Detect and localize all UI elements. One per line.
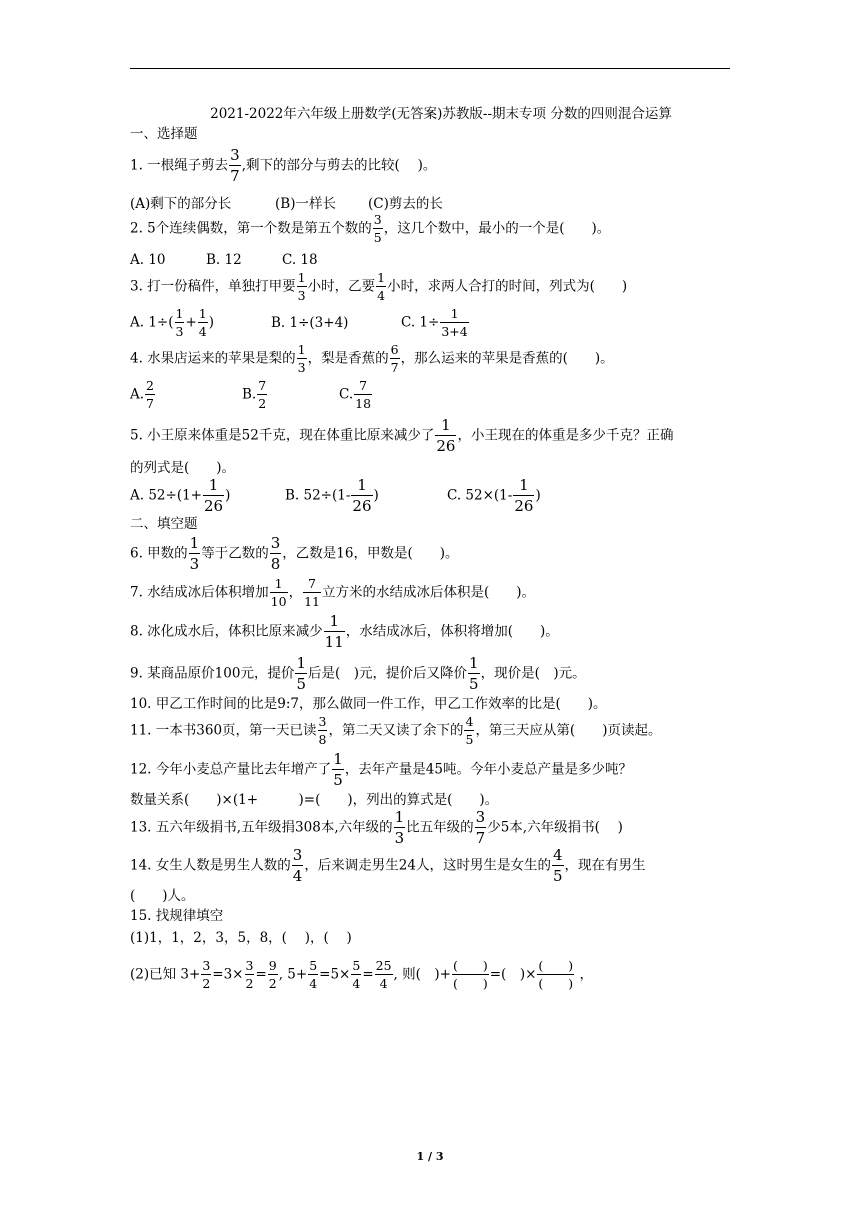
- fraction: $\frac{25}{4}$: [375, 958, 392, 991]
- section-heading-fill: 二、填空题: [130, 516, 198, 532]
- fraction: $\frac{1}{4}$: [198, 306, 207, 339]
- fraction: $\frac{5}{4}$: [309, 958, 318, 991]
- fraction: $\frac{1}{3}$: [297, 270, 306, 303]
- header-rule: [130, 68, 730, 69]
- question-2-options: [130, 252, 730, 268]
- question-5-options: [130, 478, 730, 514]
- fraction: ( ) ( ): [452, 958, 488, 991]
- fraction: $\frac{2}{7}$: [146, 378, 154, 411]
- fraction: $\frac{1}{3}$: [189, 534, 200, 573]
- fraction: $\frac{3}{7}$: [230, 146, 240, 185]
- question-15-part-2: (2)已知 3+ $\frac{3}{2}$ =3× $\frac{3}{2}$ = $\frac{9}{2}$ , 5+ $\frac{5}{4}$ =5× $\frac{5}{4}$ = $\frac{25}{4}$ , 则( )+ ( ) ( ) =( )× ( ) ( ) ，: [130, 958, 593, 991]
- section-heading-choice: 一、选择题: [130, 126, 198, 142]
- question-12: 12. 今年小麦总产量比去年增产了 $\frac{1}{5}$ ，去年产量是45吨。今年小麦总产量是多少吨？: [130, 750, 632, 789]
- fraction: $\frac{4}{5}$: [553, 846, 563, 885]
- question-5-line-2: 的列式是( )。: [130, 460, 236, 476]
- question-9: 9. 某商品原价100元，提价 $\frac{1}{5}$ 后是( )元，提价后又降价 $\frac{1}{5}$ ，现价是( )元。: [130, 654, 586, 693]
- option-b: B. 12: [206, 252, 242, 268]
- fraction: $\frac{7}{18}$: [355, 378, 372, 411]
- question-2: 2. 5个连续偶数，第一个数是第五个数的 $\frac{3}{5}$ ，这几个数中，最小的一个是( )。: [130, 212, 611, 245]
- fraction: $\frac{1}{10}$: [270, 576, 287, 609]
- fraction: $\frac{1}{11}$: [324, 612, 344, 651]
- fraction: $\frac{3}{8}$: [270, 534, 281, 573]
- question-4-options: [130, 380, 730, 410]
- question-13: 13. 五六年级捐书,五年级捐308本,六年级的 $\frac{1}{3}$ 比五年级的 $\frac{3}{7}$ 少5本,六年级捐书( ): [130, 808, 623, 847]
- question-12-line-2: 数量关系( )×(1+ )=( )，列出的算式是( )。: [130, 792, 499, 808]
- question-14: 14. 女生人数是男生人数的 $\frac{3}{4}$ ，后来调走男生24人，这时男生是女生的 $\frac{4}{5}$ ，现在有男生: [130, 846, 646, 885]
- fraction: $\frac{7}{11}$: [304, 576, 320, 609]
- fraction: $\frac{1}{4}$: [377, 270, 386, 303]
- option-a: A. 52÷(1+ $\frac{1}{26}$ ): [130, 476, 231, 515]
- question-3-options: [130, 308, 730, 338]
- fraction: $\frac{9}{2}$: [268, 958, 277, 991]
- option-c: C. $\frac{7}{18}$: [339, 378, 372, 411]
- fraction: $\frac{1}{3}$: [394, 808, 405, 847]
- fraction: $\frac{1}{26}$: [436, 416, 456, 455]
- question-8: 8. 冰化成水后，体积比原来减少 $\frac{1}{11}$ ，水结成冰后，体积将增加( )。: [130, 612, 559, 651]
- fraction: $\frac{3}{8}$: [318, 714, 327, 747]
- page-number: 1 / 3: [416, 1150, 444, 1163]
- question-15-part-1: (1)1，1，2，3，5，8，( )，( ): [130, 930, 352, 946]
- fraction: $\frac{1}{26}$: [352, 476, 372, 515]
- fraction: $\frac{5}{4}$: [352, 958, 361, 991]
- option-b: B. $\frac{7}{2}$: [242, 378, 267, 411]
- option-c: C. 18: [282, 252, 318, 268]
- fraction: $\frac{1}{3}$: [297, 342, 306, 375]
- option-a: A. 1÷( $\frac{1}{3}$ + $\frac{1}{4}$ ): [130, 306, 214, 339]
- fraction: $\frac{4}{5}$: [465, 714, 474, 747]
- option-a: (A)剩下的部分长: [130, 196, 232, 212]
- option-a: A. 10: [130, 252, 166, 268]
- fraction: $\frac{3}{2}$: [245, 958, 254, 991]
- document-title: 2021-2022年六年级上册数学(无答案)苏教版--期末专项 分数的四则混合运算: [210, 106, 672, 122]
- fraction: $\frac{3}{4}$: [292, 846, 303, 885]
- question-1-options: [130, 192, 730, 212]
- fraction: $\frac{1}{5}$: [469, 654, 479, 693]
- question-3: 3. 打一份稿件，单独打甲要 $\frac{1}{3}$ 小时，乙要 $\frac{1}{4}$ 小时，求两人合打的时间，列式为( ): [130, 270, 628, 303]
- fraction: $\frac{3}{2}$: [202, 958, 211, 991]
- question-7: 7. 水结成冰后体积增加 $\frac{1}{10}$ ， $\frac{7}{11}$ 立方米的水结成冰后体积是( )。: [130, 576, 536, 609]
- option-c: C. 52×(1- $\frac{1}{26}$ ): [447, 476, 541, 515]
- option-a: A. $\frac{2}{7}$: [130, 378, 154, 411]
- question-10: 10. 甲乙工作时间的比是9:7，那么做同一件工作，甲乙工作效率的比是( )。: [130, 696, 607, 712]
- question-6: 6. 甲数的 $\frac{1}{3}$ 等于乙数的 $\frac{3}{8}$ ，乙数是16，甲数是( )。: [130, 534, 459, 573]
- fraction: $\frac{1}{3}$: [175, 306, 184, 339]
- fraction: $\frac{1}{26}$: [204, 476, 224, 515]
- fraction: $\frac{3}{7}$: [475, 808, 486, 847]
- option-b: B. 52÷(1- $\frac{1}{26}$ ): [285, 476, 379, 515]
- question-5: 5. 小王原来体重是52千克，现在体重比原来减少了 $\frac{1}{26}$ ，小王现在的体重是多少千克？正确: [130, 416, 674, 455]
- fraction: $\frac{7}{2}$: [258, 378, 267, 411]
- fraction: $\frac{6}{7}$: [390, 342, 399, 375]
- question-1: 1. 一根绳子剪去 $\frac{3}{7}$ ,剩下的部分与剪去的比较( )。: [130, 146, 437, 185]
- fraction: $\frac{1}{3+4}$: [441, 306, 468, 339]
- fraction: ( ) ( ): [538, 958, 574, 991]
- fraction: $\frac{1}{5}$: [333, 750, 343, 789]
- question-4: 4. 水果店运来的苹果是梨的 $\frac{1}{3}$ ，梨是香蕉的 $\frac{6}{7}$ ，那么运来的苹果是香蕉的( )。: [130, 342, 614, 375]
- fraction: $\frac{1}{5}$: [296, 654, 306, 693]
- question-11: 11. 一本书360页，第一天已读 $\frac{3}{8}$ ，第二天又读了余下的 $\frac{4}{5}$ ，第三天应从第( )页读起。: [130, 714, 662, 747]
- document-page: [130, 104, 730, 990]
- option-c: C. 1÷ $\frac{1}{3+4}$: [401, 306, 468, 339]
- option-b: B. 1÷(3+4): [271, 314, 349, 331]
- option-b: (B)一样长: [275, 196, 336, 212]
- question-14-line-2: ( )人。: [130, 888, 195, 904]
- fraction: $\frac{1}{26}$: [514, 476, 534, 515]
- fraction: $\frac{3}{5}$: [373, 212, 382, 245]
- option-c: (C)剪去的长: [368, 196, 443, 212]
- question-15: 15. 找规律填空: [130, 908, 224, 924]
